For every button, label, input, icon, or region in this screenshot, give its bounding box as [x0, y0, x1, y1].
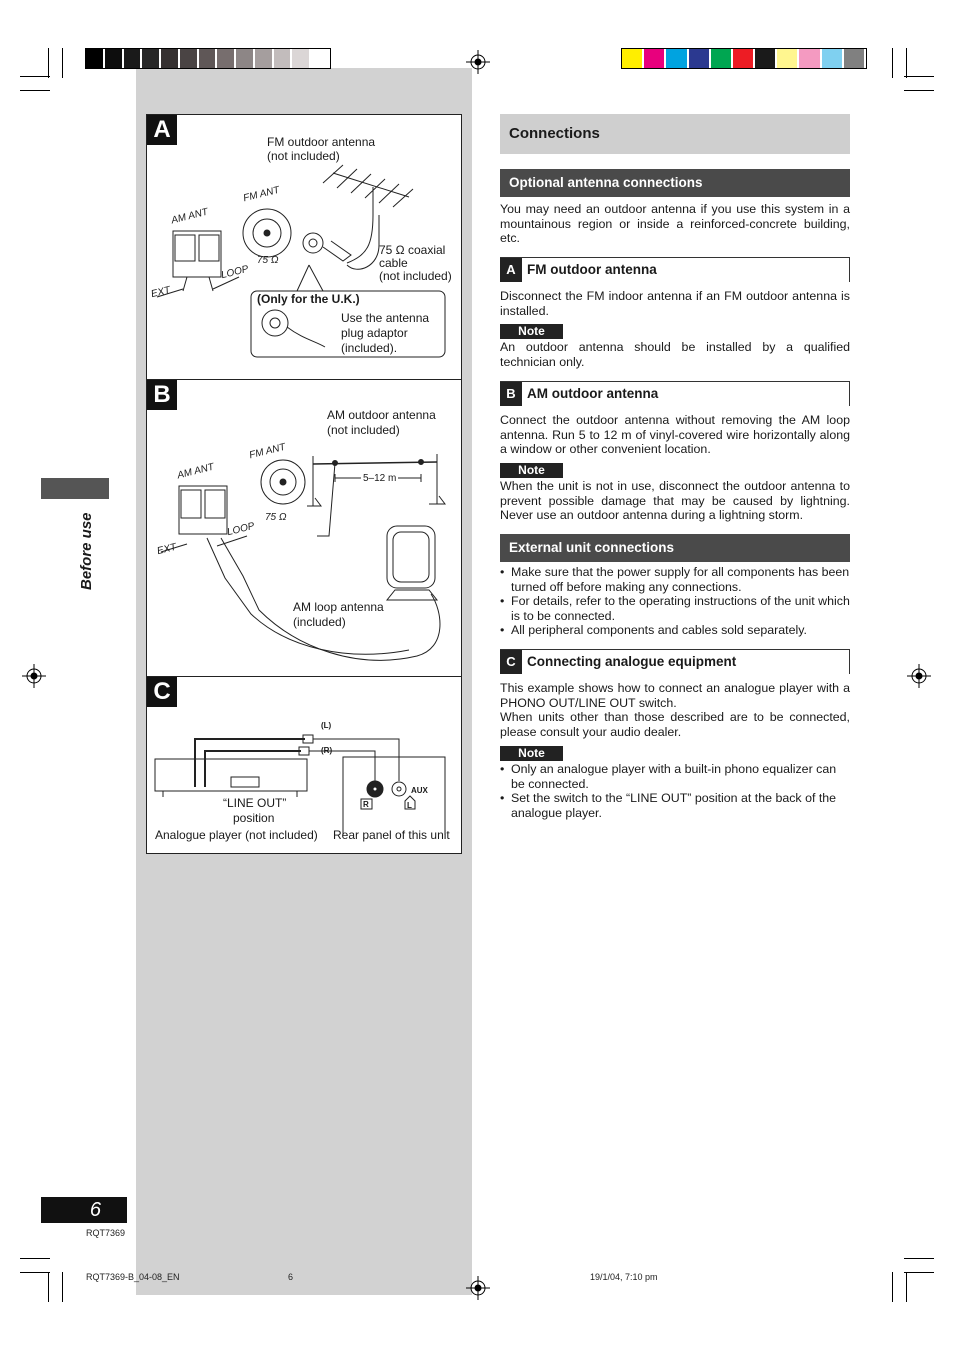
analogue-body-2: When units other than those described are to be connected, please consult your audio dealer.	[500, 710, 850, 739]
color-swatch	[142, 49, 159, 68]
registration-mark-icon	[466, 50, 490, 74]
optional-antenna-intro: You may need an outdoor antenna if you use this system in a mountainous region or inside a reinforced-concrete building, etc.	[500, 202, 850, 246]
section-title: FM outdoor antenna	[527, 262, 657, 277]
color-swatch	[161, 49, 178, 68]
color-swatch	[777, 49, 797, 68]
analogue-player-label: Analogue player (not included)	[155, 828, 318, 842]
am-outdoor-antenna-heading	[500, 381, 850, 406]
fm-note-text: An outdoor antenna should be installed by a qualified technician only.	[500, 340, 850, 369]
am-outdoor-antenna-label: AM outdoor antenna	[327, 408, 436, 422]
fm-ant-label: FM ANT	[242, 184, 281, 205]
external-unit-heading: External unit connections	[500, 534, 850, 562]
color-swatch	[644, 49, 664, 68]
section-title: Connecting analogue equipment	[527, 654, 737, 669]
uk-adaptor-text: (included).	[341, 341, 398, 355]
panel-letter: B	[147, 380, 177, 410]
list-item: • Only an analogue player with a built-in phono equalizer can be connected.	[500, 762, 837, 791]
color-swatch	[199, 49, 216, 68]
panel-letter: A	[147, 115, 177, 145]
am-outdoor-not-included-label: (not included)	[327, 423, 400, 437]
fm-outdoor-antenna-body: Disconnect the FM indoor antenna if an FM outdoor antenna is installed.	[500, 289, 850, 318]
right-channel-label: (R)	[321, 746, 333, 755]
section-label: Before use	[78, 512, 95, 590]
uk-adaptor-text: plug adaptor	[341, 326, 408, 340]
grayscale-calibration-bar	[85, 48, 331, 69]
file-page: 6	[288, 1272, 294, 1282]
color-swatch	[274, 49, 291, 68]
color-swatch	[180, 49, 197, 68]
color-calibration-bar	[621, 48, 867, 69]
r-badge: R	[363, 800, 369, 809]
note-badge: Note	[500, 746, 563, 761]
fm-ant-label: FM ANT	[248, 441, 287, 462]
list-item: • Set the switch to the “LINE OUT” position at the back of the analogue player.	[500, 791, 837, 820]
color-swatch	[124, 49, 141, 68]
color-swatch	[236, 49, 253, 68]
external-unit-bullets	[500, 565, 850, 638]
optional-antenna-heading: Optional antenna connections	[500, 169, 850, 197]
analogue-note-bullets	[500, 762, 850, 820]
section-tab	[41, 478, 109, 499]
color-swatch	[822, 49, 842, 68]
color-swatch	[733, 49, 753, 68]
color-swatch	[711, 49, 731, 68]
left-channel-label: (L)	[321, 721, 332, 730]
color-swatch	[255, 49, 272, 68]
diagram-panel-b	[146, 379, 462, 677]
section-letter: B	[500, 382, 522, 406]
ohm-75-label: 75 Ω	[257, 255, 279, 266]
doc-code: RQT7369	[86, 1228, 126, 1238]
coax-not-included-label: (not included)	[379, 269, 452, 283]
uk-only-label: (Only for the U.K.)	[257, 292, 360, 306]
ext-label: EXT	[149, 284, 172, 301]
section-letter: A	[500, 258, 522, 282]
note-badge: Note	[500, 324, 563, 339]
timestamp: 19/1/04, 7:10 pm	[590, 1272, 658, 1282]
fm-outdoor-antenna-heading	[500, 257, 850, 282]
analogue-body-1: This example shows how to connect an analogue player with a PHONO OUT/LINE OUT switch.	[500, 681, 850, 710]
ext-label: EXT	[155, 541, 178, 558]
note-badge: Note	[500, 463, 563, 478]
color-swatch	[844, 49, 864, 68]
line-out-label: “LINE OUT”	[223, 796, 287, 810]
am-outdoor-antenna-body: Connect the outdoor antenna without removing the AM loop antenna. Run 5 to 12 m of vinyl-covered wire horizontally along a window or other convenient location.	[500, 413, 850, 457]
uk-adaptor-text: Use the antenna	[341, 311, 430, 325]
page-title: Connections	[500, 114, 850, 154]
loop-label: LOOP	[226, 520, 256, 539]
color-swatch	[86, 49, 103, 68]
color-swatch	[105, 49, 122, 68]
coax-cable-label: cable	[379, 256, 408, 270]
page-number: 6	[41, 1197, 127, 1223]
color-swatch	[666, 49, 686, 68]
color-swatch	[217, 49, 234, 68]
ohm-75-label: 75 Ω	[265, 512, 287, 523]
l-badge: L	[407, 801, 412, 810]
list-item: • Make sure that the power supply for all components has been turned off before making any connections.	[500, 565, 850, 594]
file-name: RQT7369-B_04-08_EN	[86, 1272, 180, 1282]
color-swatch	[311, 49, 328, 68]
section-title: AM outdoor antenna	[527, 386, 659, 401]
fm-outdoor-not-included-label: (not included)	[267, 149, 340, 163]
registration-mark-icon	[907, 664, 931, 688]
loop-label: LOOP	[220, 263, 250, 282]
am-ant-label: AM ANT	[176, 461, 216, 482]
section-letter: C	[500, 650, 522, 674]
diagram-panel-c	[146, 676, 462, 854]
color-swatch	[689, 49, 709, 68]
am-loop-antenna-label: AM loop antenna	[293, 600, 384, 614]
rear-panel-label: Rear panel of this unit	[333, 828, 450, 842]
color-swatch	[755, 49, 775, 68]
registration-mark-icon	[22, 664, 46, 688]
am-loop-included-label: (included)	[293, 615, 346, 629]
distance-label: 5–12 m	[363, 473, 397, 484]
coax-cable-label: 75 Ω coaxial	[379, 243, 446, 257]
aux-label: AUX	[411, 786, 428, 795]
color-swatch	[799, 49, 819, 68]
analogue-equipment-heading	[500, 649, 850, 674]
list-item: • All peripheral components and cables sold separately.	[500, 623, 807, 638]
color-swatch	[622, 49, 642, 68]
color-swatch	[292, 49, 309, 68]
diagram-panel-a	[146, 114, 462, 380]
list-item: • For details, refer to the operating instructions of the unit which is to be connected.	[500, 594, 850, 623]
am-ant-label: AM ANT	[170, 206, 210, 227]
registration-mark-icon	[466, 1276, 490, 1300]
am-note-text: When the unit is not in use, disconnect the outdoor antenna to prevent possible damage that may be caused by lightning. Never use an outdoor antenna during a lightning storm.	[500, 479, 850, 523]
panel-letter: C	[147, 677, 177, 707]
am-antenna-diagram	[147, 380, 463, 678]
fm-outdoor-antenna-label: FM outdoor antenna	[267, 135, 376, 149]
line-out-position-label: position	[233, 811, 275, 825]
